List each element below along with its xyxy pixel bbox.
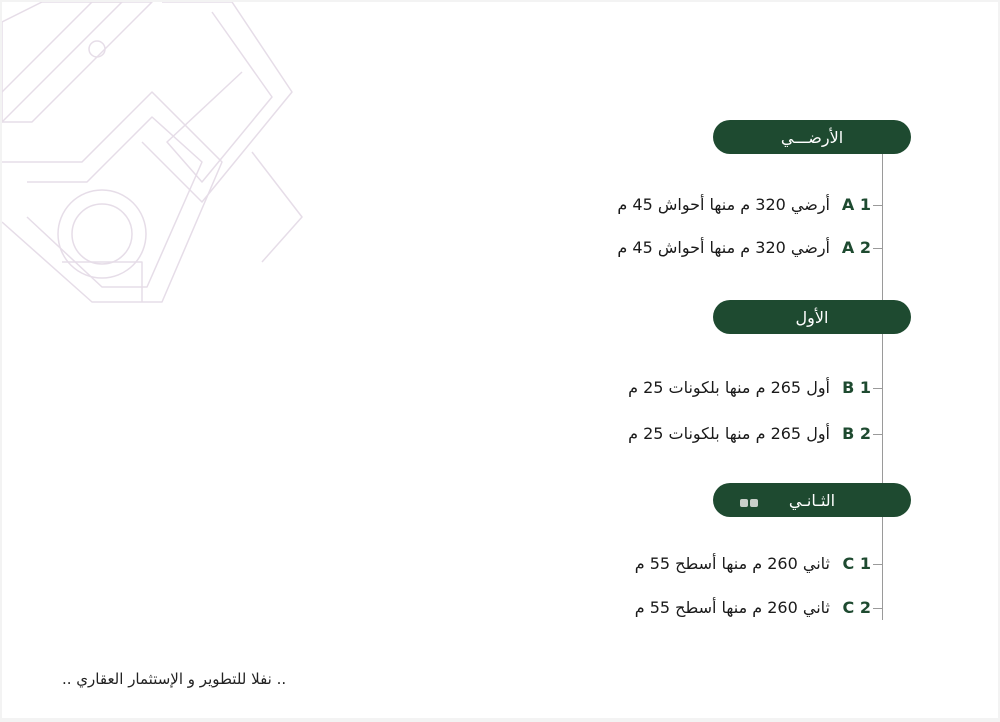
- unit-code: B 2: [842, 424, 871, 443]
- timeline-tick: [873, 434, 882, 435]
- unit-row: [582, 193, 882, 217]
- unit-code: A 1: [841, 195, 871, 214]
- unit-description: ثاني 260 م منها أسطح 55 م: [634, 598, 830, 617]
- unit-row: [582, 552, 882, 576]
- overlay-dots-icon: [740, 499, 760, 509]
- unit-code: C 2: [842, 598, 871, 617]
- timeline-tick: [873, 205, 882, 206]
- timeline-tick: [873, 608, 882, 609]
- unit-description: أول 265 م منها بلكونات 25 م: [628, 424, 830, 443]
- unit-description: أرضي 320 م منها أحواش 45 م: [617, 238, 830, 257]
- unit-description: أول 265 م منها بلكونات 25 م: [628, 378, 830, 397]
- timeline-line: [882, 152, 883, 620]
- timeline-tick: [873, 564, 882, 565]
- unit-row: [582, 422, 882, 446]
- unit-description: ثاني 260 م منها أسطح 55 م: [634, 554, 830, 573]
- unit-row: [582, 236, 882, 260]
- unit-code: C 1: [842, 554, 871, 573]
- unit-row: [582, 376, 882, 400]
- unit-description: أرضي 320 م منها أحواش 45 م: [617, 195, 830, 214]
- logo-watermark: [2, 2, 322, 322]
- section-header-first: [713, 300, 911, 334]
- timeline-tick: [873, 388, 882, 389]
- unit-row: [582, 596, 882, 620]
- company-footer: .. نفلا للتطوير و الإستثمار العقاري ..: [62, 670, 287, 688]
- section-title: الأرضـــي: [780, 127, 844, 147]
- unit-code: A 2: [841, 238, 871, 257]
- section-header-ground: [713, 120, 911, 154]
- timeline-tick: [873, 248, 882, 249]
- brochure-page: [2, 2, 998, 718]
- section-title: الأول: [795, 307, 829, 327]
- unit-code: B 1: [842, 378, 871, 397]
- section-title: الثـانـي: [788, 490, 836, 510]
